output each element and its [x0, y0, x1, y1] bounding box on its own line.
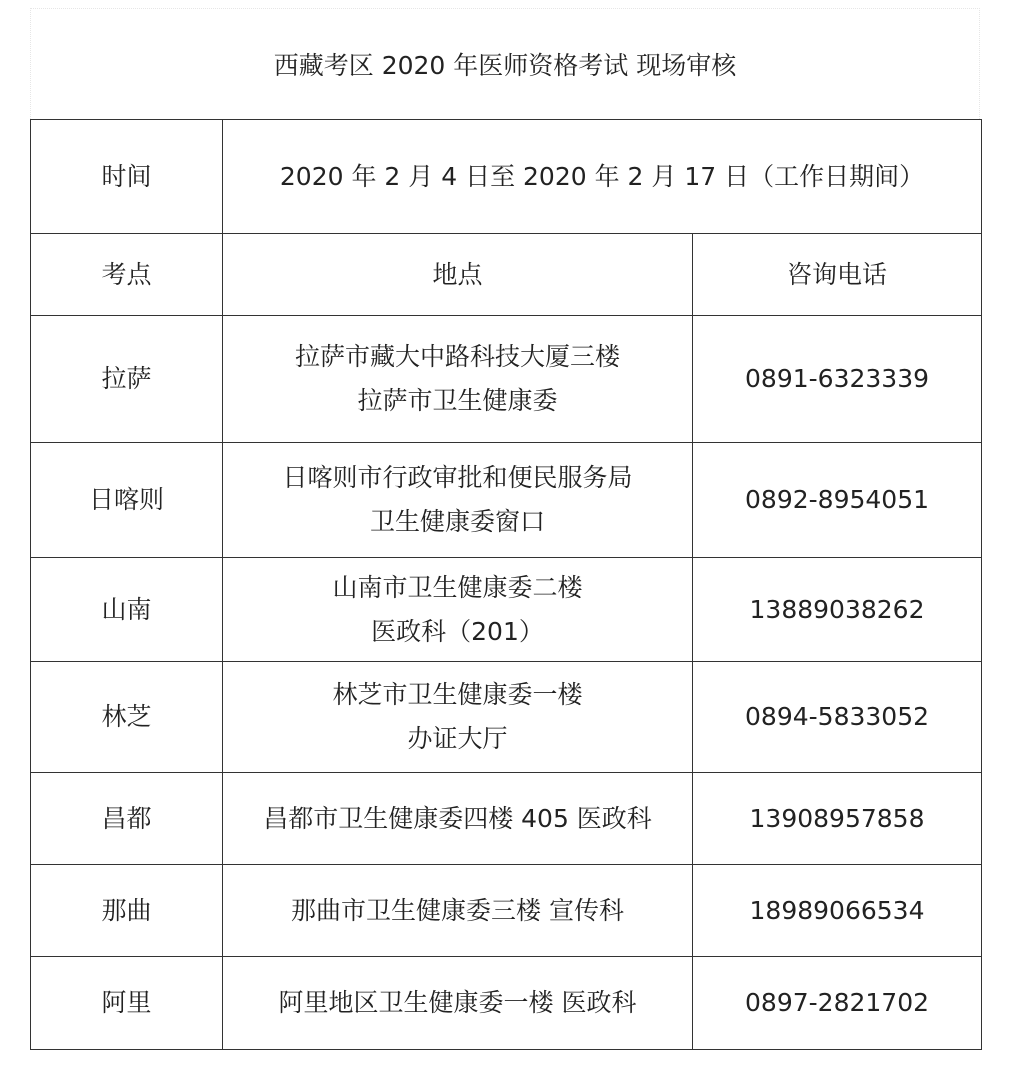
location-cell [223, 957, 693, 1050]
table-row [31, 957, 982, 1050]
phone-cell: 18989066534 [693, 865, 982, 957]
location-cell [223, 865, 693, 957]
location-line: 那曲市卫生健康委三楼 宣传科 [291, 895, 624, 925]
location-line: 昌都市卫生健康委四楼 405 医政科 [263, 803, 652, 833]
phone-cell: 0897-2821702 [693, 957, 982, 1050]
document-title: 西藏考区 2020 年医师资格考试 现场审核 [30, 8, 980, 119]
phone-cell: 13908957858 [693, 773, 982, 865]
time-label: 时间 [31, 120, 223, 234]
phone-cell: 0891-6323339 [693, 316, 982, 443]
location-line: 阿里地区卫生健康委一楼 医政科 [278, 988, 637, 1017]
phone-cell: 0894-5833052 [693, 662, 982, 773]
table-row [31, 773, 982, 865]
location-line: 拉萨市藏大中路科技大厦三楼 [294, 342, 620, 371]
location-cell [223, 443, 693, 558]
location-cell [223, 558, 693, 662]
location-line: 拉萨市卫生健康委 [357, 386, 558, 415]
header-location: 地点 [223, 234, 693, 316]
table-row [31, 662, 982, 773]
site-cell: 那曲 [31, 865, 223, 957]
site-cell: 昌都 [31, 773, 223, 865]
phone-cell: 13889038262 [693, 558, 982, 662]
location-line: 卫生健康委窗口 [369, 507, 545, 536]
site-cell: 日喀则 [31, 443, 223, 558]
header-site: 考点 [31, 234, 223, 316]
site-cell: 拉萨 [31, 316, 223, 443]
location-line: 林芝市卫生健康委一楼 [332, 680, 583, 709]
site-cell: 林芝 [31, 662, 223, 773]
location-cell [223, 316, 693, 443]
site-cell: 阿里 [31, 957, 223, 1050]
location-cell [223, 662, 693, 773]
location-line: 办证大厅 [407, 724, 508, 753]
site-cell: 山南 [31, 558, 223, 662]
time-value: 2020 年 2 月 4 日至 2020 年 2 月 17 日（工作日期间） [223, 120, 982, 234]
table-row [31, 316, 982, 443]
time-row [31, 120, 982, 234]
table-row [31, 865, 982, 957]
location-cell [223, 773, 693, 865]
location-line: 山南市卫生健康委二楼 [332, 572, 583, 602]
table-row [31, 443, 982, 558]
location-line: 医政科（201） [371, 616, 544, 646]
phone-cell: 0892-8954051 [693, 443, 982, 558]
review-schedule-table [30, 119, 982, 1050]
location-line: 日喀则市行政审批和便民服务局 [282, 463, 633, 492]
header-row [31, 234, 982, 316]
table-row [31, 558, 982, 662]
header-phone: 咨询电话 [693, 234, 982, 316]
